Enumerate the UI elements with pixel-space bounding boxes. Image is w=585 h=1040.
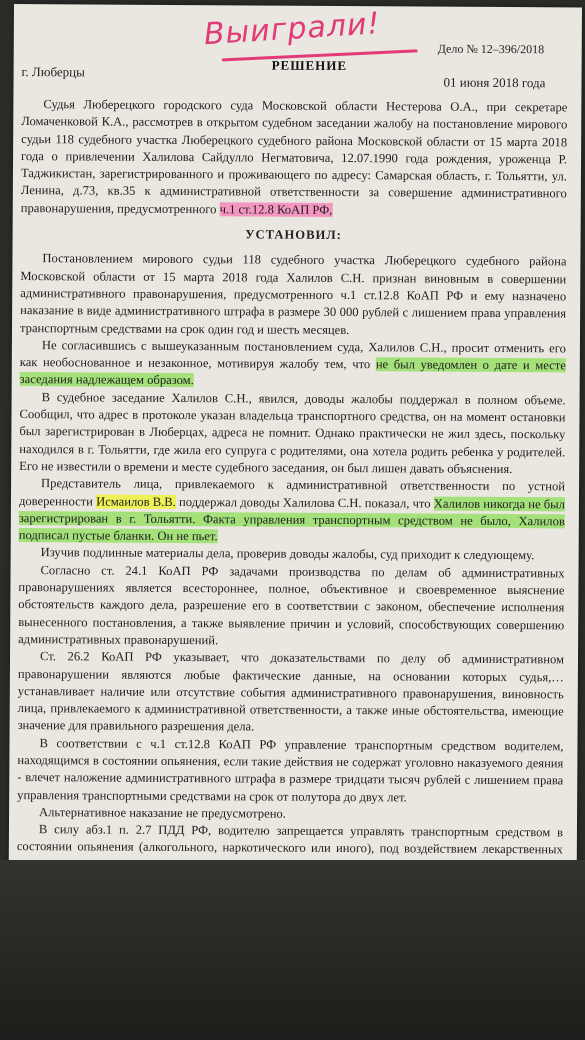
paragraph-1: Постановлением мирового судьи 118 судебного участка Люберецкого судебного района Московской области от 15 марта 2018 года Халилов С.Н. признан виновным в совершении административного правонарушения, предусмотренного ч.1 ст.12.8 КоАП РФ и ему назначено наказание в виде административного штрафа в размере 30 000 рублей с лишением права управления транспортным средствами на срок один год и шесть месяцев. xyxy=(19,251,567,337)
paragraph-2: Не согласившись с вышеуказанным постановлением суда, Халилов С.Н., просит отменить его как необоснованное и незаконное, мотивируя жалобу тем, что не был уведомлен о дате и месте заседания надлежащем образом. xyxy=(19,338,566,388)
paragraph-10: В силу абз.1 п. 2.7 ПДД РФ, водителю запрещается управлять транспортным средством в состоянии опьянения (алкогольного, наркотического или иного), под воздействием лекарственных xyxy=(16,822,563,857)
document-page xyxy=(9,4,582,873)
handwritten-stamp: Выиграли! xyxy=(202,6,382,53)
highlight-testimony: Халилов никогда не был зарегистрирован в г. Тольятти. Факта управления транспортным средством не было, Халилов подписал пустые бланки. Он не пьет. xyxy=(18,496,565,544)
document-date: 01 июня 2018 года xyxy=(443,74,546,91)
paragraph-9: Альтернативное наказание не предусмотрено. xyxy=(39,805,286,821)
paragraph-3: В судебное заседание Халилов С.Н., явился, доводы жалобы поддержал в полном объеме. Сообщил, что адрес в протоколе указан владельца транспортного средства, он на момент остановки был зарегистрирован в Люберцах, адреса не помнит. Однако практически не жил здесь, поскольку находился в г. Тольятти, где жила его супруга с родителями, она хотела родить ребенка у родителей. Его не известили о времени и месте судебного заседания, он был лишен давать объяснения. xyxy=(19,389,566,476)
highlight-article: ч.1 ст.12.8 КоАП РФ, xyxy=(219,202,333,217)
paragraph-5: Изучив подлинные материалы дела, проверив доводы жалобы, суд приходит к следующему. xyxy=(40,545,535,563)
city: г. Люберцы xyxy=(21,64,85,80)
highlight-representative: Исмаилов В.В. xyxy=(96,494,176,509)
case-number: Дело № 12–396/2018 xyxy=(437,41,545,57)
paragraph-6: Согласно ст. 24.1 КоАП РФ задачами производства по делам об административных правонарушениях является всестороннее, полное, объективное и своевременное выяснение обстоятельств каждого дела, разрешение его в соответствии с законом, обеспечение исполнения вынесенного постановления, а также выявление причин и условий, способствующих совершению административных правонарушений. xyxy=(18,562,565,648)
background-surface xyxy=(0,860,585,1040)
highlight-not-notified: не был уведомлен о дате и месте заседания надлежащем образом. xyxy=(19,357,566,388)
intro-paragraph: Судья Люберецкого городского суда Московской области Нестерова О.А., при секретаре Ломаченковой К.А., рассмотрев в открытом судебном заседании жалобу на постановление мирового судьи 118 судебного участка Люберецкого судебного района Московской области от 15 марта 2018 года о привлечении Халилова Сайдулло Негматовича, 12.07.1990 года рождения, уроженца Р. Таджикистан, зарегистрированного и проживающего по адресу: Самарская область, г. Тольятти, ул. Ленина, д.73, кв.35 к административной ответственности за совершение административного правонарушения, предусмотренного ч.1 ст.12.8 КоАП РФ, xyxy=(20,97,568,217)
paragraph-7: Ст. 26.2 КоАП РФ указывает, что доказательствами по делу об административном правонарушении являются любые фактические данные, на основании которых судья,… устанавливает наличие или отсутствие события административного правонарушения, виновность лица, привлекаемого к административной ответственности, а также иные обстоятельства, имеющие значение для правильного разрешения дела. xyxy=(17,649,565,734)
document-title: РЕШЕНИЕ xyxy=(271,57,348,74)
paragraph-4: Представитель лица, привлекаемого к административной ответственности по устной доверенности Исмаилов В.В. поддержал доводы Халилова С.Н. показал, что Халилов никогда не был зарегистрирован в г. Тольятти. Факта управления транспортным средством не было, Халилов подписал пустые бланки. Он не пьет. xyxy=(18,476,566,544)
document-body xyxy=(16,96,567,928)
paragraph-8: В соответствии с ч.1 ст.12.8 КоАП РФ управление транспортным средством водителем, находящимся в состоянии опьянения, если такие действия не содержат уголовно наказуемого деяния - влечет наложение административного штрафа в размере тридцати тысяч рублей с лишением права управления транспортными средствами на срок от полутора до двух лет. xyxy=(17,735,564,804)
section-heading: УСТАНОВИЛ: xyxy=(245,227,342,243)
